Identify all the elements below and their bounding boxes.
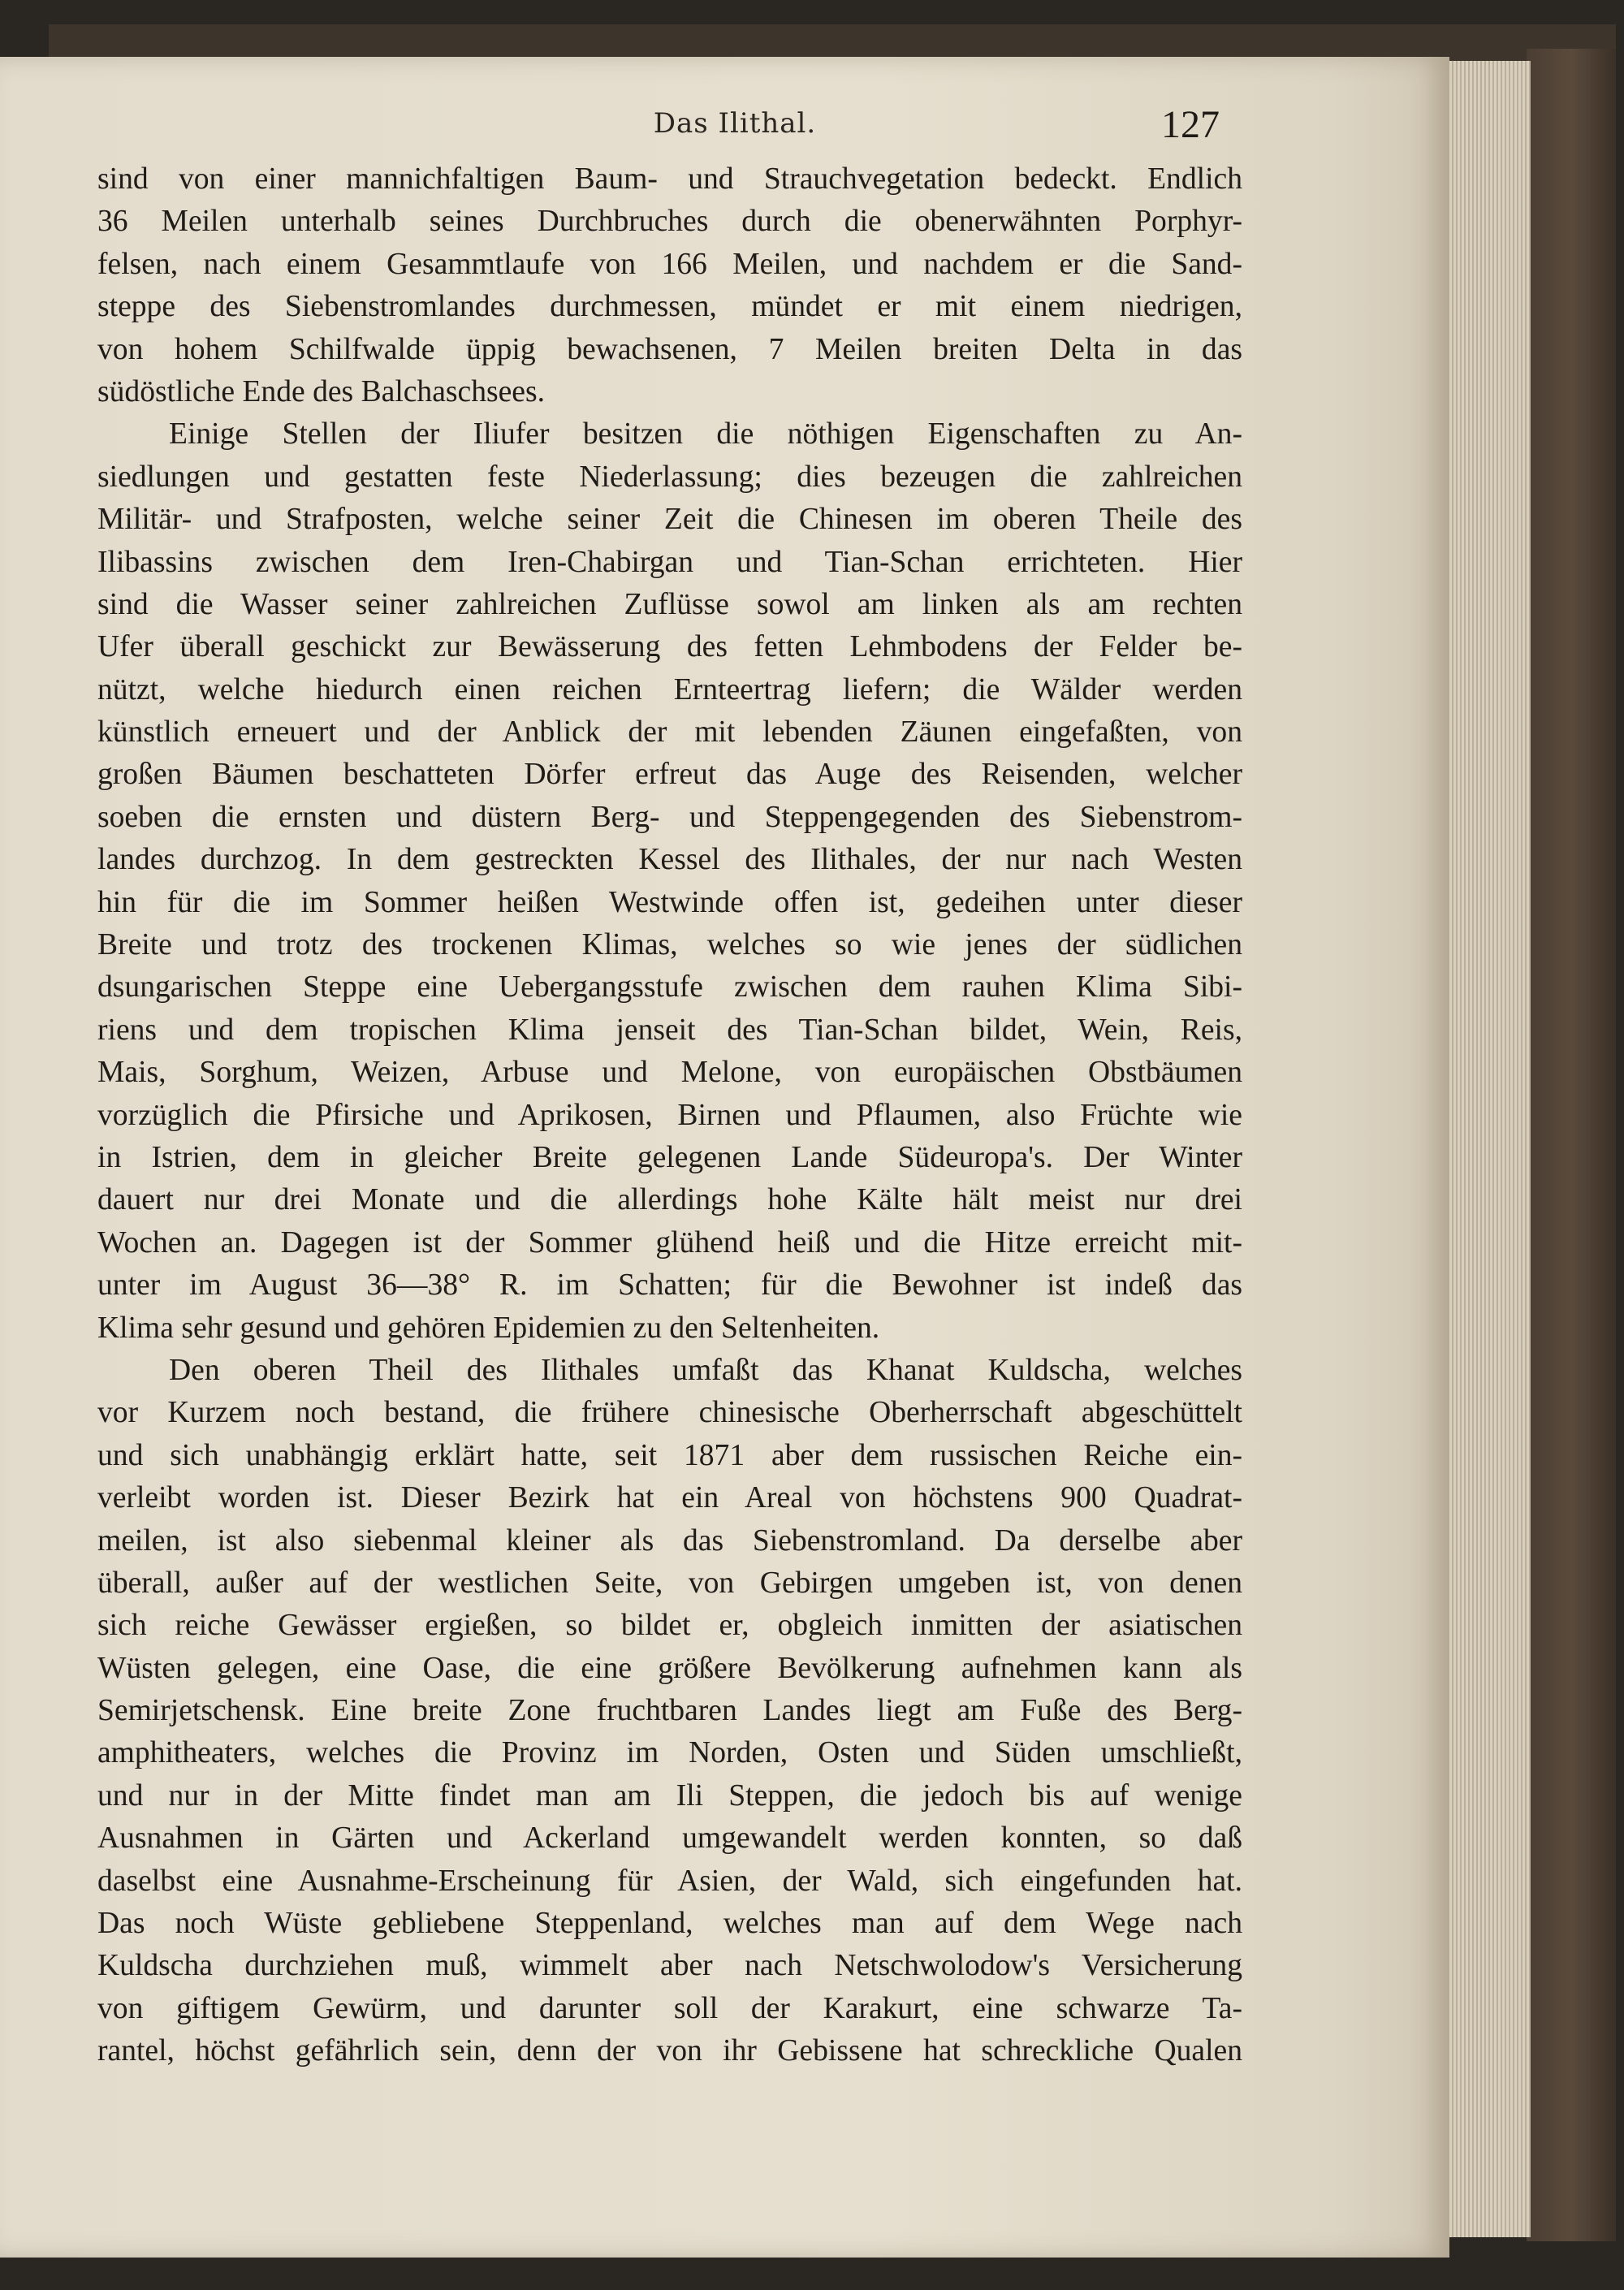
book-cover-spine-edge: [1527, 49, 1616, 2241]
text-line: Den oberen Theil des Ilithales umfaßt das Khanat Kuldscha, welches: [169, 1353, 1242, 1387]
text-line: riens und dem tropischen Klima jenseit des Tian-Schan bildet, Wein, Reis,: [97, 1013, 1242, 1047]
text-line: nützt, welche hiedurch einen reichen Ernteertrag liefern; die Wälder werden: [97, 672, 1242, 706]
page-edges: [1437, 61, 1531, 2237]
text-line: und sich unabhängig erklärt hatte, seit 1871 aber dem russischen Reiche ein-: [97, 1438, 1242, 1472]
text-line: Kuldscha durchziehen muß, wimmelt aber nach Netschwolodow's Versicherung: [97, 1949, 1242, 1983]
text-line: künstlich erneuert und der Anblick der mit lebenden Zäunen eingefaßten, von: [97, 715, 1242, 750]
text-line: Breite und trotz des trockenen Klimas, welches so wie jenes der südlichen: [97, 928, 1242, 962]
text-line: daselbst eine Ausnahme-Erscheinung für Asien, der Wald, sich eingefunden hat.: [97, 1864, 1242, 1898]
text-line: verleibt worden ist. Dieser Bezirk hat ein Areal von höchstens 900 Quadrat-: [97, 1481, 1242, 1515]
text-line: Einige Stellen der Iliufer besitzen die nöthigen Eigenschaften zu An-: [169, 417, 1242, 452]
text-line: in Istrien, dem in gleicher Breite gelegenen Lande Südeuropa's. Der Winter: [97, 1140, 1242, 1174]
text-line: vorzüglich die Pfirsiche und Aprikosen, Birnen und Pflaumen, also Früchte wie: [97, 1098, 1242, 1132]
text-line: Semirjetschensk. Eine breite Zone fruchtbaren Landes liegt am Fuße des Berg-: [97, 1694, 1242, 1728]
text-line: meilen, ist also siebenmal kleiner als das Siebenstromland. Da derselbe aber: [97, 1523, 1242, 1558]
text-line: steppe des Siebenstromlandes durchmessen, mündet er mit einem niedrigen,: [97, 290, 1242, 324]
text-line: und nur in der Mitte findet man am Ili Steppen, die jedoch bis auf wenige: [97, 1778, 1242, 1813]
text-line: sind die Wasser seiner zahlreichen Zuflüsse sowol am linken als am rechten: [97, 587, 1242, 621]
text-line: von giftigem Gewürm, und darunter soll der Karakurt, eine schwarze Ta-: [97, 1991, 1242, 2025]
text-line: amphitheaters, welches die Provinz im Norden, Osten und Süden umschließt,: [97, 1736, 1242, 1770]
text-line: vor Kurzem noch bestand, die frühere chinesische Oberherrschaft abgeschüttelt: [97, 1396, 1242, 1430]
text-line: großen Bäumen beschatteten Dörfer erfreut das Auge des Reisenden, welcher: [97, 758, 1242, 792]
body-text: [97, 158, 1242, 2073]
text-line: felsen, nach einem Gesammtlaufe von 166 Meilen, und nachdem er die Sand-: [97, 247, 1242, 281]
text-line: landes durchzog. In dem gestreckten Kessel des Ilithales, der nur nach Westen: [97, 843, 1242, 877]
text-line: sind von einer mannichfaltigen Baum- und Strauchvegetation bedeckt. Endlich: [97, 162, 1242, 196]
text-line: rantel, höchst gefährlich sein, denn der von ihr Gebissene hat schreckliche Qualen: [97, 2034, 1242, 2068]
text-line: Ausnahmen in Gärten und Ackerland umgewandelt werden konnten, so daß: [97, 1821, 1242, 1856]
page-number: 127: [1161, 103, 1220, 146]
text-line: überall, außer auf der westlichen Seite, von Gebirgen umgeben ist, von denen: [97, 1566, 1242, 1600]
text-line: Mais, Sorghum, Weizen, Arbuse und Melone, von europäischen Obstbäumen: [97, 1056, 1242, 1090]
text-line: unter im August 36—38° R. im Schatten; für die Bewohner ist indeß das: [97, 1268, 1242, 1303]
text-line: hin für die im Sommer heißen Westwinde offen ist, gedeihen unter dieser: [97, 885, 1242, 919]
text-line: 36 Meilen unterhalb seines Durchbruches durch die obenerwähnten Porphyr-: [97, 205, 1242, 239]
text-line: soeben die ernsten und düstern Berg- und Steppengegenden des Siebenstrom-: [97, 800, 1242, 834]
text-line: Das noch Wüste gebliebene Steppenland, welches man auf dem Wege nach: [97, 1907, 1242, 1941]
text-line: Wüsten gelegen, eine Oase, die eine größere Bevölkerung aufnehmen kann als: [97, 1651, 1242, 1685]
text-line: sich reiche Gewässer ergießen, so bildet er, obgleich inmitten der asiatischen: [97, 1609, 1242, 1643]
running-title: Das Ilithal.: [653, 107, 817, 140]
text-line: Wochen an. Dagegen ist der Sommer glühend heiß und die Hitze erreicht mit-: [97, 1225, 1242, 1260]
text-line: dsungarischen Steppe eine Uebergangsstufe zwischen dem rauhen Klima Sibi-: [97, 970, 1242, 1005]
text-line: Ufer überall geschickt zur Bewässerung des fetten Lehmbodens der Felder be-: [97, 630, 1242, 664]
text-line: von hohem Schilfwalde üppig bewachsenen, 7 Meilen breiten Delta in das: [97, 332, 1242, 366]
text-line: Klima sehr gesund und gehören Epidemien zu den Seltenheiten.: [97, 1311, 880, 1345]
text-line: südöstliche Ende des Balchaschsees.: [97, 374, 545, 408]
text-line: Militär- und Strafposten, welche seiner Zeit die Chinesen im oberen Theile des: [97, 503, 1242, 537]
text-line: siedlungen und gestatten feste Niederlassung; dies bezeugen die zahlreichen: [97, 460, 1242, 494]
text-line: Ilibassins zwischen dem Iren-Chabirgan und Tian-Schan errichteten. Hier: [97, 545, 1242, 579]
text-line: dauert nur drei Monate und die allerdings hohe Kälte hält meist nur drei: [97, 1183, 1242, 1217]
